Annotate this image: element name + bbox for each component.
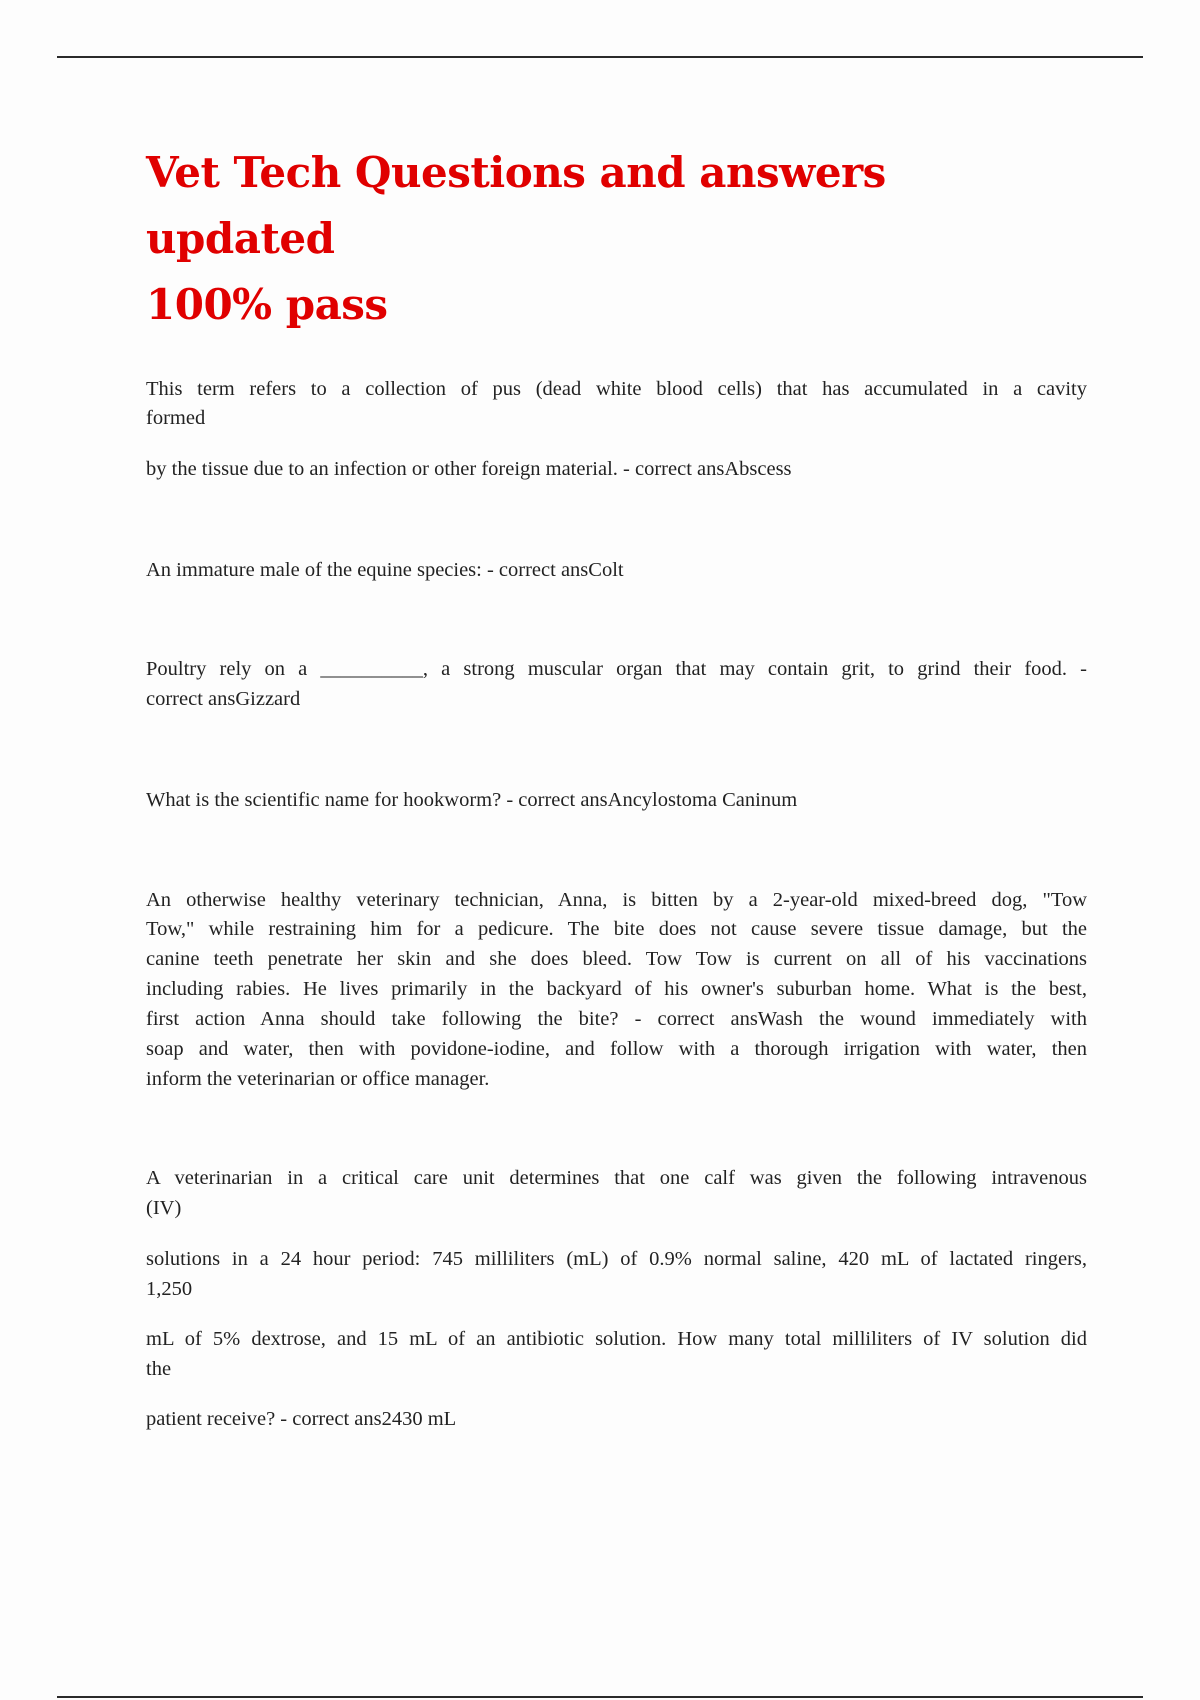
question-answer-line: correct ansGizzard [146, 688, 301, 710]
question-text-line: This term refers to a collection of pus (dead white blood cells) that has accumulated in a cavity [146, 378, 1087, 400]
question-answer-line: What is the scientific name for hookworm? - correct ansAncylostoma Caninum [146, 789, 798, 811]
title-line-1: Vet Tech Questions and answers updated [146, 148, 886, 263]
question-answer-line: inform the veterinarian or office manager. [146, 1068, 490, 1090]
question-text-line: solutions in a 24 hour period: 745 milliliters (mL) of 0.9% normal saline, 420 mL of lactated ringers, [146, 1248, 1087, 1270]
question-text-line: the [146, 1358, 172, 1380]
question-text-line: An otherwise healthy veterinary technician, Anna, is bitten by a 2-year-old mixed-breed dog, "Tow [146, 889, 1087, 911]
question-text-line: formed [146, 407, 206, 429]
question-text-line: (IV) [146, 1197, 182, 1219]
bottom-rule [57, 1696, 1143, 1698]
title-line-2: 100% pass [146, 280, 388, 329]
question-text-line: A veterinarian in a critical care unit determines that one calf was given the following intravenous [146, 1167, 1087, 1189]
question-text-line: canine teeth penetrate her skin and she does bleed. Tow Tow is current on all of his vaccinations [146, 948, 1087, 970]
question-text-line: 1,250 [146, 1278, 193, 1300]
question-text-line: Poultry rely on a __________, a strong muscular organ that may contain grit, to grind their food. - [146, 658, 1087, 680]
top-rule [57, 56, 1143, 58]
question-answer-line: An immature male of the equine species: - correct ansColt [146, 559, 624, 581]
question-text-line: mL of 5% dextrose, and 15 mL of an antibiotic solution. How many total milliliters of IV solution did [146, 1328, 1087, 1350]
question-text-line: Tow," while restraining him for a pedicure. The bite does not cause severe tissue damage, but the [146, 918, 1087, 940]
question-answer-line: by the tissue due to an infection or other foreign material. - correct ansAbscess [146, 458, 792, 480]
question-answer-line: soap and water, then with povidone-iodine, and follow with a thorough irrigation with water, then [146, 1038, 1087, 1060]
page-title [146, 140, 1086, 338]
question-text-line: including rabies. He lives primarily in the backyard of his owner's suburban home. What is the best, [146, 978, 1087, 1000]
question-answer-line: first action Anna should take following the bite? - correct ansWash the wound immediately with [146, 1008, 1087, 1030]
question-answer-line: patient receive? - correct ans2430 mL [146, 1408, 457, 1430]
